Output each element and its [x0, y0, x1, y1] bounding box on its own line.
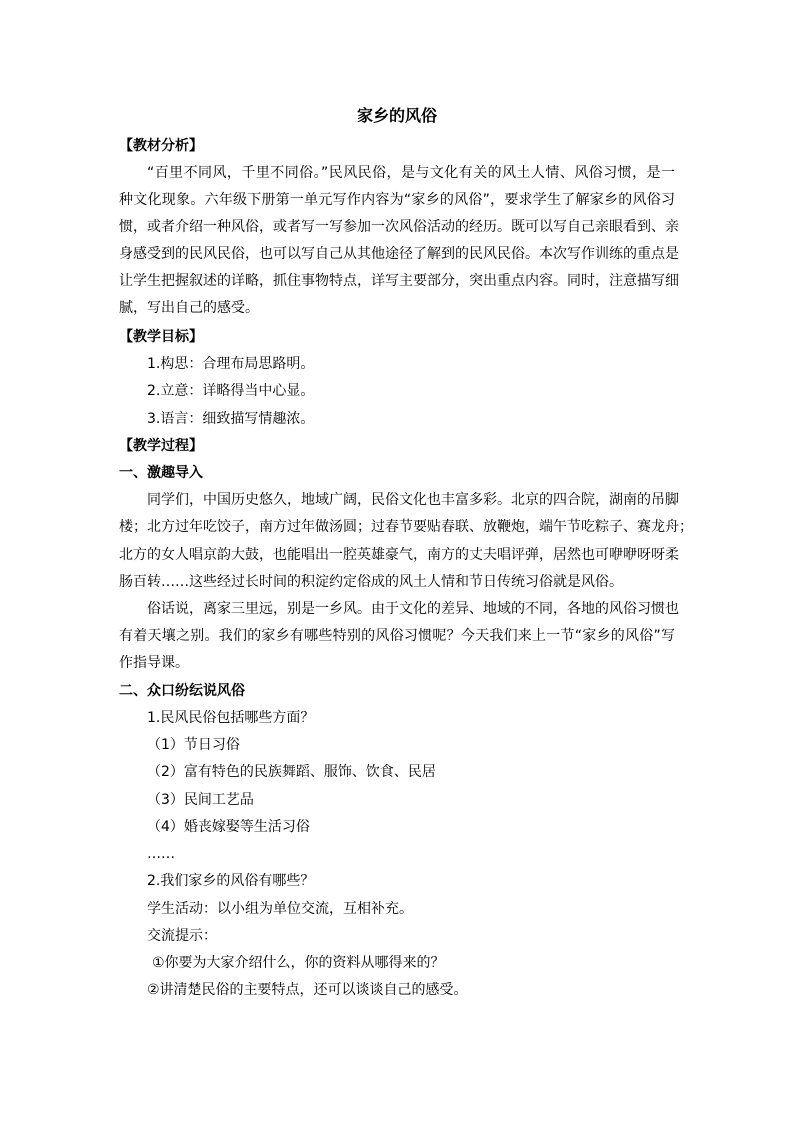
- subsection-heading-intro: 一、激趣导入: [119, 465, 203, 481]
- intro-line: 俗话说，离家三里远，别是一乡风。由于文化的差异、地域的不同，各地的风俗习惯也: [147, 601, 679, 617]
- intro-line: 同学们，中国历史悠久，地域广阔，民俗文化也丰富多彩。北京的四合院，湖南的吊脚: [147, 492, 679, 508]
- analysis-line: 惯，或者介绍一种风俗，或者写一写参加一次风俗活动的经历。既可以写自己亲眼看到、亲: [119, 219, 679, 235]
- tip-item: ②讲清楚民俗的主要特点，还可以谈谈自己的感受。: [147, 982, 468, 998]
- tips-label: 交流提示：: [147, 928, 217, 944]
- section-heading-process: 【教学过程】: [119, 438, 203, 454]
- custom-category-item: （4）婚丧嫁娶等生活习俗: [147, 819, 310, 835]
- intro-line: 作指导课。: [119, 655, 189, 671]
- goal-item: 3.语言：细致描写情趣浓。: [147, 411, 315, 427]
- student-activity: 学生活动：以小组为单位交流，互相补充。: [147, 901, 413, 917]
- question-2: 2.我们家乡的风俗有哪些？: [147, 873, 315, 889]
- ellipsis: ……: [147, 846, 175, 862]
- analysis-line: 腻，写出自己的感受。: [119, 300, 259, 316]
- intro-line: 北方的女人唱京韵大鼓，也能唱出一腔英雄豪气，南方的丈夫唱评弹，居然也可咿咿呀呀柔: [119, 547, 679, 563]
- section-heading-analysis: 【教材分析】: [119, 138, 203, 154]
- custom-category-item: （3）民间工艺品: [147, 792, 254, 808]
- question-1: 1.民风民俗包括哪些方面？: [147, 710, 315, 726]
- intro-line: 有着天壤之别。我们的家乡有哪些特别的风俗习惯呢？今天我们来上一节“家乡的风俗”写: [119, 628, 675, 644]
- custom-category-item: （1）节日习俗: [147, 737, 240, 753]
- goal-item: 1.构思：合理布局思路明。: [147, 356, 315, 372]
- goal-item: 2.立意：详略得当中心显。: [147, 383, 315, 399]
- intro-line: 楼；北方过年吃饺子，南方过年做汤圆；过春节要贴春联、放鞭炮，端午节吃粽子、赛龙舟；: [119, 519, 693, 535]
- intro-line: 肠百转……这些经过长时间的积淀约定俗成的风土人情和节日传统习俗就是风俗。: [119, 574, 623, 590]
- analysis-line: 种文化现象。六年级下册第一单元写作内容为“家乡的风俗”，要求学生了解家乡的风俗习: [119, 192, 675, 208]
- analysis-line: “百里不同风，千里不同俗。”民风民俗，是与文化有关的风土人情、风俗习惯，是一: [147, 165, 675, 181]
- analysis-line: 身感受到的民风民俗，也可以写自己从其他途径了解到的民风民俗。本次写作训练的重点是: [119, 246, 679, 262]
- document-title: 家乡的风俗: [356, 106, 437, 125]
- tip-item: ①你要为大家介绍什么，你的资料从哪得来的？: [152, 955, 445, 971]
- section-heading-goals: 【教学目标】: [119, 329, 203, 345]
- subsection-heading-customs: 二、众口纷纭说风俗: [119, 683, 245, 699]
- custom-category-item: （2）富有特色的民族舞蹈、服饰、饮食、民居: [147, 764, 436, 780]
- analysis-line: 让学生把握叙述的详略，抓住事物特点，详写主要部分，突出重点内容。同时，注意描写细: [119, 273, 679, 289]
